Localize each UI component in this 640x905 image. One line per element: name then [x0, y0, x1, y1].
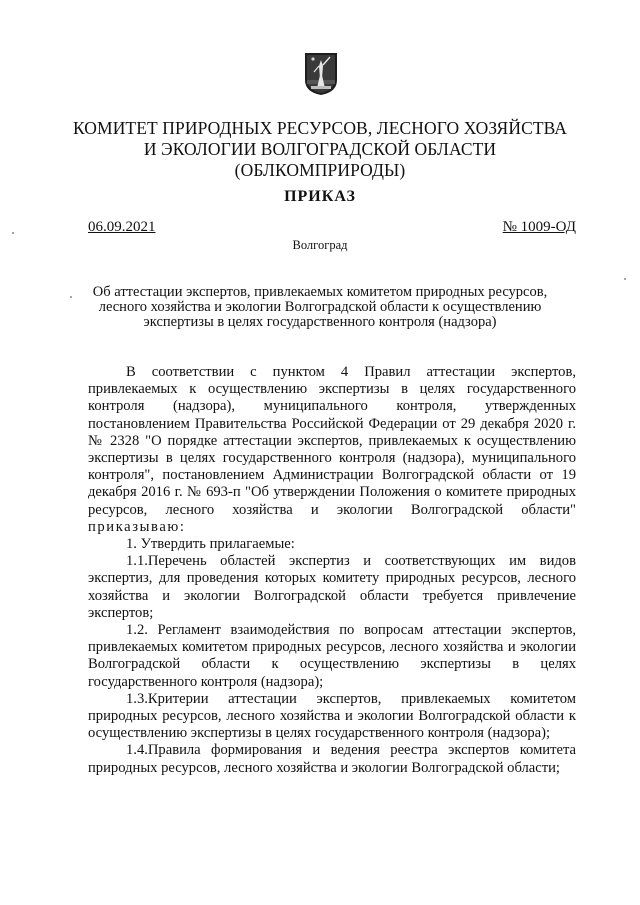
document-body — [88, 364, 576, 777]
item-1: 1. Утвердить прилагаемые: — [126, 536, 295, 553]
document-city: Волгоград — [292, 238, 348, 252]
org-line: (ОБЛКОМПРИРОДЫ) — [234, 160, 406, 180]
organization-name — [60, 118, 580, 181]
org-line: КОМИТЕТ ПРИРОДНЫХ РЕСУРСОВ, ЛЕСНОГО ХОЗЯЙСТВА — [72, 118, 568, 138]
document-subject — [70, 285, 570, 330]
item-1-1: 1.1.Перечень областей экспертиз и соответствующих им видов экспертиз, для проведения которых комитету природных ресурсов, лесного хозяйства и экологии Волгоградской области требуется привлечение экспертов; — [88, 553, 576, 621]
volgograd-coat-of-arms-icon — [304, 52, 338, 96]
preamble-paragraph — [88, 364, 576, 536]
order-word: приказываю: — [88, 518, 186, 535]
scan-speck — [70, 296, 72, 298]
org-line: И ЭКОЛОГИИ ВОЛГОГРАДСКОЙ ОБЛАСТИ — [143, 139, 497, 159]
document-date: 06.09.2021 — [88, 219, 156, 235]
item-1-3: 1.3.Критерии аттестации экспертов, привлекаемых комитетом природных ресурсов, лесного хозяйства и экологии Волгоградской области к осуществлению экспертизы в целях государственного контроля (надзора); — [88, 690, 576, 742]
item-1-2: 1.2. Регламент взаимодействия по вопросам аттестации экспертов, привлекаемых комитетом природных ресурсов, лесного хозяйства и экологии Волгоградской области к осуществлению экспертизы в целях государственного контроля (надзора); — [88, 622, 576, 690]
document-number: № 1009-ОД — [502, 219, 576, 235]
scan-speck — [12, 232, 14, 234]
subject-line: экспертизы в целях государственного контроля (надзора) — [143, 314, 497, 330]
document-type: ПРИКАЗ — [284, 188, 356, 205]
item-1-4: 1.4.Правила формирования и ведения реестра экспертов комитета природных ресурсов, лесного хозяйства и экологии Волгоградской области; — [88, 742, 576, 776]
preamble-text: В соответствии с пунктом 4 Правил аттестации экспертов, привлекаемых к осуществлению экспертизы в целях государственного контроля (надзора), муниципального контроля, утвержденных постановлением Правительства Российской Федерации от 29 декабря 2020 г. № 2328 "О порядке аттестации экспертов, привлекаемых к осуществлению экспертизы в целях государственного контроля (надзора), муниципального контроля", постановлением Администрации Волгоградской области от 19 декабря 2016 г. № 693-п "Об утверждении Положения о комитете природных ресурсов, лесного хозяйства и экологии Волгоградской области" — [88, 364, 576, 518]
scan-speck — [624, 278, 626, 280]
subject-line: лесного хозяйства и экологии Волгоградской области к осуществлению — [98, 299, 542, 315]
subject-line: Об аттестации экспертов, привлекаемых комитетом природных ресурсов, — [92, 284, 548, 300]
